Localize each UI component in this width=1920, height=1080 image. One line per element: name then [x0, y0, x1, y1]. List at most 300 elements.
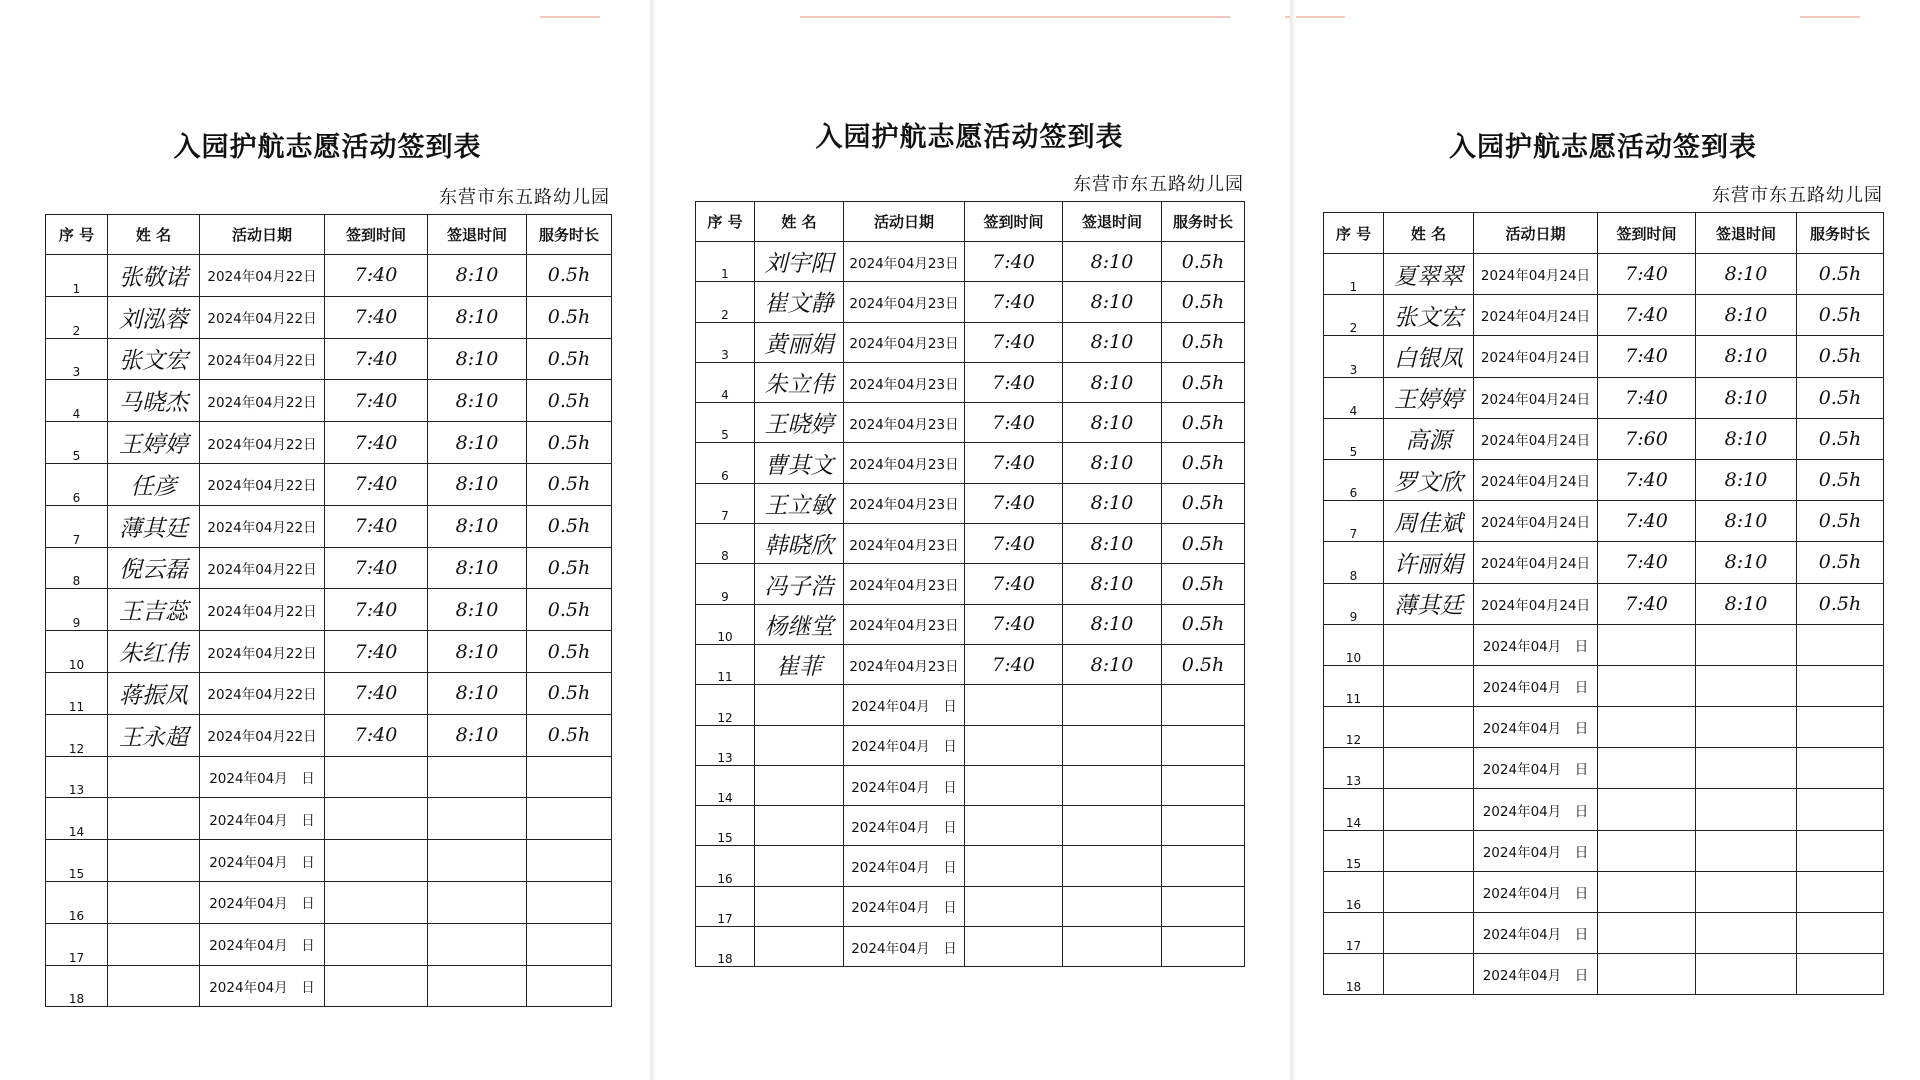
activity-date: 2024年04月23日	[844, 564, 965, 604]
row-index: 6	[696, 443, 755, 483]
table-row	[696, 765, 1245, 805]
checkin-time: 7:40	[1598, 583, 1696, 624]
checkin-time: 7:40	[1598, 377, 1696, 418]
table-row	[46, 756, 612, 798]
row-index: 4	[696, 362, 755, 402]
volunteer-signature: 倪云磊	[108, 547, 200, 589]
checkout-time	[1063, 725, 1162, 765]
service-duration: 0.5h	[527, 589, 612, 631]
service-duration	[527, 923, 612, 965]
service-duration	[527, 881, 612, 923]
checkout-time	[428, 923, 527, 965]
row-index: 18	[696, 927, 755, 967]
table-row	[696, 806, 1245, 846]
checkin-time	[325, 756, 428, 798]
checkin-time	[1598, 624, 1696, 665]
checkout-time: 8:10	[1063, 362, 1162, 402]
table-row	[696, 927, 1245, 967]
service-duration: 0.5h	[1797, 459, 1884, 500]
activity-date: 2024年04月22日	[200, 589, 325, 631]
table-row	[46, 380, 612, 422]
activity-date: 2024年04月 日	[200, 840, 325, 882]
row-index: 13	[1324, 748, 1384, 789]
row-index: 1	[696, 242, 755, 282]
checkout-time	[1063, 927, 1162, 967]
service-duration: 0.5h	[1162, 564, 1245, 604]
volunteer-signature: 蒋振凤	[108, 672, 200, 714]
service-duration: 0.5h	[527, 547, 612, 589]
activity-date: 2024年04月23日	[844, 443, 965, 483]
activity-date: 2024年04月 日	[844, 806, 965, 846]
volunteer-signature: 许丽娟	[1384, 542, 1474, 583]
checkout-time	[1063, 886, 1162, 926]
table-row	[1324, 377, 1884, 418]
row-index: 15	[46, 840, 108, 882]
sheet-title: 入园护航志愿活动签到表	[173, 132, 482, 163]
activity-date: 2024年04月 日	[844, 927, 965, 967]
checkin-time: 7:40	[325, 422, 428, 464]
table-row	[46, 672, 612, 714]
row-index: 2	[696, 282, 755, 322]
activity-date: 2024年04月 日	[1474, 830, 1598, 871]
table-row	[696, 846, 1245, 886]
activity-date: 2024年04月22日	[200, 338, 325, 380]
checkout-time	[1696, 748, 1797, 789]
checkin-time: 7:40	[965, 362, 1063, 402]
row-index: 17	[46, 923, 108, 965]
volunteer-signature	[108, 881, 200, 923]
header-checkin: 签到时间	[965, 202, 1063, 242]
service-duration: 0.5h	[527, 631, 612, 673]
table-row	[46, 338, 612, 380]
activity-date: 2024年04月24日	[1474, 501, 1598, 542]
activity-date: 2024年04月23日	[844, 644, 965, 684]
service-duration: 0.5h	[527, 338, 612, 380]
volunteer-signature: 罗文欣	[1384, 459, 1474, 500]
table-row	[46, 840, 612, 882]
row-index: 14	[1324, 789, 1384, 830]
volunteer-signature: 刘宇阳	[755, 242, 844, 282]
activity-date: 2024年04月22日	[200, 422, 325, 464]
row-index: 8	[46, 547, 108, 589]
service-duration: 0.5h	[527, 463, 612, 505]
volunteer-signature	[1384, 665, 1474, 706]
volunteer-signature: 任彦	[108, 463, 200, 505]
service-duration	[1797, 748, 1884, 789]
checkin-time: 7:40	[1598, 254, 1696, 295]
row-index: 5	[696, 403, 755, 443]
checkout-time: 8:10	[1063, 483, 1162, 523]
row-index: 10	[46, 631, 108, 673]
checkout-time: 8:10	[1063, 403, 1162, 443]
volunteer-signature	[755, 806, 844, 846]
service-duration	[527, 840, 612, 882]
activity-date: 2024年04月 日	[1474, 871, 1598, 912]
activity-date: 2024年04月22日	[200, 547, 325, 589]
table-row	[1324, 748, 1884, 789]
row-index: 9	[696, 564, 755, 604]
volunteer-signature	[108, 756, 200, 798]
checkout-time: 8:10	[428, 380, 527, 422]
checkin-time	[325, 965, 428, 1007]
activity-date: 2024年04月22日	[200, 505, 325, 547]
checkin-time	[1598, 748, 1696, 789]
row-index: 1	[46, 255, 108, 297]
activity-date: 2024年04月 日	[1474, 748, 1598, 789]
activity-date: 2024年04月22日	[200, 380, 325, 422]
checkout-time: 8:10	[1063, 322, 1162, 362]
checkin-time: 7:40	[1598, 336, 1696, 377]
volunteer-signature	[108, 965, 200, 1007]
table-row	[1324, 583, 1884, 624]
header-duration: 服务时长	[1797, 213, 1884, 254]
header-duration: 服务时长	[1162, 202, 1245, 242]
checkout-time: 8:10	[1696, 336, 1797, 377]
signin-table	[1323, 212, 1884, 995]
checkout-time: 8:10	[1063, 604, 1162, 644]
activity-date: 2024年04月 日	[844, 685, 965, 725]
service-duration: 0.5h	[1162, 524, 1245, 564]
row-index: 18	[1324, 954, 1384, 995]
checkin-time: 7:40	[325, 672, 428, 714]
table-row	[696, 644, 1245, 684]
volunteer-signature	[1384, 707, 1474, 748]
service-duration: 0.5h	[527, 255, 612, 297]
service-duration: 0.5h	[527, 714, 612, 756]
page-seam	[1290, 0, 1296, 1080]
checkin-time: 7:40	[965, 242, 1063, 282]
activity-date: 2024年04月23日	[844, 362, 965, 402]
volunteer-signature: 张文宏	[1384, 295, 1474, 336]
row-index: 15	[696, 806, 755, 846]
table-header-row	[46, 215, 612, 255]
service-duration	[1797, 954, 1884, 995]
activity-date: 2024年04月 日	[200, 923, 325, 965]
signin-sheet-2	[695, 0, 1244, 1080]
header-duration: 服务时长	[527, 215, 612, 255]
table-row	[1324, 913, 1884, 954]
volunteer-signature	[1384, 871, 1474, 912]
volunteer-signature: 夏翠翠	[1384, 254, 1474, 295]
service-duration: 0.5h	[527, 505, 612, 547]
checkout-time: 8:10	[428, 631, 527, 673]
service-duration	[1797, 830, 1884, 871]
volunteer-signature	[755, 927, 844, 967]
table-row	[696, 443, 1245, 483]
checkin-time	[325, 840, 428, 882]
header-date: 活动日期	[844, 202, 965, 242]
volunteer-signature	[1384, 913, 1474, 954]
checkin-time: 7:40	[325, 631, 428, 673]
checkin-time: 7:40	[965, 604, 1063, 644]
table-row	[1324, 789, 1884, 830]
checkin-time: 7:40	[325, 380, 428, 422]
row-index: 8	[1324, 542, 1384, 583]
checkin-time: 7:40	[325, 547, 428, 589]
volunteer-signature: 王婷婷	[1384, 377, 1474, 418]
table-row	[46, 463, 612, 505]
activity-date: 2024年04月24日	[1474, 418, 1598, 459]
service-duration	[527, 965, 612, 1007]
row-index: 13	[46, 756, 108, 798]
checkout-time	[1696, 624, 1797, 665]
volunteer-signature: 张文宏	[108, 338, 200, 380]
checkin-time: 7:40	[1598, 542, 1696, 583]
checkin-time: 7:40	[965, 483, 1063, 523]
row-index: 3	[696, 322, 755, 362]
activity-date: 2024年04月 日	[200, 756, 325, 798]
row-index: 7	[46, 505, 108, 547]
row-index: 11	[46, 672, 108, 714]
activity-date: 2024年04月 日	[844, 846, 965, 886]
checkin-time	[1598, 665, 1696, 706]
table-row	[1324, 254, 1884, 295]
service-duration	[1162, 846, 1245, 886]
volunteer-signature: 刘泓蓉	[108, 296, 200, 338]
activity-date: 2024年04月24日	[1474, 295, 1598, 336]
service-duration	[1162, 886, 1245, 926]
checkin-time	[965, 886, 1063, 926]
checkout-time	[1696, 707, 1797, 748]
activity-date: 2024年04月 日	[844, 765, 965, 805]
checkin-time: 7:40	[965, 282, 1063, 322]
activity-date: 2024年04月24日	[1474, 377, 1598, 418]
sheet-title: 入园护航志愿活动签到表	[815, 122, 1124, 153]
checkout-time: 8:10	[428, 463, 527, 505]
header-name: 姓 名	[108, 215, 200, 255]
volunteer-signature	[1384, 748, 1474, 789]
activity-date: 2024年04月23日	[844, 282, 965, 322]
row-index: 7	[696, 483, 755, 523]
service-duration: 0.5h	[1797, 295, 1884, 336]
table-row	[1324, 871, 1884, 912]
checkin-time: 7:40	[1598, 501, 1696, 542]
table-row	[1324, 665, 1884, 706]
signin-table	[45, 214, 612, 1007]
activity-date: 2024年04月 日	[200, 798, 325, 840]
activity-date: 2024年04月 日	[1474, 707, 1598, 748]
checkin-time: 7:40	[965, 524, 1063, 564]
service-duration	[1797, 624, 1884, 665]
checkin-time: 7:40	[965, 322, 1063, 362]
row-index: 9	[1324, 583, 1384, 624]
service-duration	[1162, 927, 1245, 967]
table-row	[46, 422, 612, 464]
service-duration: 0.5h	[1162, 483, 1245, 523]
volunteer-signature	[108, 840, 200, 882]
activity-date: 2024年04月23日	[844, 403, 965, 443]
activity-date: 2024年04月22日	[200, 714, 325, 756]
checkout-time: 8:10	[428, 672, 527, 714]
signin-table	[695, 201, 1245, 967]
table-row	[1324, 501, 1884, 542]
row-index: 6	[1324, 459, 1384, 500]
checkin-time	[1598, 830, 1696, 871]
volunteer-signature	[1384, 624, 1474, 665]
service-duration: 0.5h	[1797, 418, 1884, 459]
table-row	[696, 685, 1245, 725]
service-duration	[1162, 765, 1245, 805]
table-row	[696, 725, 1245, 765]
table-row	[696, 564, 1245, 604]
activity-date: 2024年04月23日	[844, 242, 965, 282]
row-index: 14	[696, 765, 755, 805]
header-date: 活动日期	[200, 215, 325, 255]
volunteer-signature: 黄丽娟	[755, 322, 844, 362]
page-seam	[650, 0, 656, 1080]
table-row	[696, 604, 1245, 644]
checkin-time	[965, 846, 1063, 886]
checkin-time	[1598, 871, 1696, 912]
volunteer-signature: 高源	[1384, 418, 1474, 459]
activity-date: 2024年04月23日	[844, 322, 965, 362]
service-duration: 0.5h	[1797, 501, 1884, 542]
service-duration: 0.5h	[1797, 254, 1884, 295]
service-duration	[527, 756, 612, 798]
volunteer-signature	[108, 798, 200, 840]
table-row	[46, 923, 612, 965]
activity-date: 2024年04月 日	[1474, 913, 1598, 954]
checkout-time	[428, 756, 527, 798]
table-header-row	[1324, 213, 1884, 254]
activity-date: 2024年04月24日	[1474, 254, 1598, 295]
volunteer-signature: 薄其廷	[1384, 583, 1474, 624]
volunteer-signature: 杨继堂	[755, 604, 844, 644]
row-index: 5	[1324, 418, 1384, 459]
row-index: 10	[696, 604, 755, 644]
table-row	[696, 282, 1245, 322]
table-row	[1324, 624, 1884, 665]
checkout-time: 8:10	[428, 547, 527, 589]
checkout-time: 8:10	[1696, 295, 1797, 336]
sheet-organization: 东营市东五路幼儿园	[439, 187, 610, 208]
volunteer-signature: 张敬诺	[108, 255, 200, 297]
activity-date: 2024年04月 日	[1474, 789, 1598, 830]
service-duration	[1162, 806, 1245, 846]
service-duration	[1797, 789, 1884, 830]
table-row	[46, 631, 612, 673]
service-duration: 0.5h	[1162, 362, 1245, 402]
sheet-title: 入园护航志愿活动签到表	[1449, 132, 1757, 163]
row-index: 1	[1324, 254, 1384, 295]
checkout-time	[1696, 954, 1797, 995]
checkin-time	[325, 923, 428, 965]
row-index: 17	[1324, 913, 1384, 954]
volunteer-signature: 王立敏	[755, 483, 844, 523]
service-duration: 0.5h	[1162, 242, 1245, 282]
activity-date: 2024年04月 日	[1474, 665, 1598, 706]
table-row	[46, 505, 612, 547]
service-duration: 0.5h	[527, 296, 612, 338]
checkout-time: 8:10	[428, 714, 527, 756]
activity-date: 2024年04月22日	[200, 296, 325, 338]
checkin-time	[1598, 707, 1696, 748]
volunteer-signature: 马晓杰	[108, 380, 200, 422]
row-index: 7	[1324, 501, 1384, 542]
service-duration: 0.5h	[1797, 583, 1884, 624]
service-duration: 0.5h	[527, 422, 612, 464]
table-row	[46, 296, 612, 338]
service-duration: 0.5h	[1162, 604, 1245, 644]
checkin-time	[1598, 789, 1696, 830]
checkin-time	[965, 806, 1063, 846]
row-index: 10	[1324, 624, 1384, 665]
service-duration: 0.5h	[1797, 542, 1884, 583]
row-index: 11	[1324, 665, 1384, 706]
service-duration: 0.5h	[1162, 282, 1245, 322]
checkin-time: 7:40	[325, 505, 428, 547]
checkout-time	[1063, 846, 1162, 886]
row-index: 3	[46, 338, 108, 380]
activity-date: 2024年04月 日	[200, 965, 325, 1007]
activity-date: 2024年04月23日	[844, 483, 965, 523]
checkout-time: 8:10	[428, 589, 527, 631]
service-duration: 0.5h	[1797, 336, 1884, 377]
checkout-time	[1696, 665, 1797, 706]
activity-date: 2024年04月 日	[1474, 624, 1598, 665]
table-row	[1324, 830, 1884, 871]
checkin-time: 7:40	[325, 255, 428, 297]
table-row	[1324, 459, 1884, 500]
checkout-time: 8:10	[1696, 418, 1797, 459]
checkin-time	[325, 881, 428, 923]
checkin-time: 7:40	[325, 589, 428, 631]
service-duration	[527, 798, 612, 840]
checkout-time: 8:10	[1063, 644, 1162, 684]
volunteer-signature	[755, 846, 844, 886]
checkin-time: 7:60	[1598, 418, 1696, 459]
volunteer-signature: 王婷婷	[108, 422, 200, 464]
checkout-time	[428, 965, 527, 1007]
checkout-time: 8:10	[1696, 377, 1797, 418]
header-checkin: 签到时间	[1598, 213, 1696, 254]
checkout-time: 8:10	[1696, 501, 1797, 542]
checkout-time	[428, 881, 527, 923]
service-duration: 0.5h	[1797, 377, 1884, 418]
table-row	[1324, 418, 1884, 459]
volunteer-signature: 白银凤	[1384, 336, 1474, 377]
header-index: 序 号	[696, 202, 755, 242]
checkin-time	[965, 927, 1063, 967]
row-index: 6	[46, 463, 108, 505]
table-row	[46, 255, 612, 297]
table-row	[46, 547, 612, 589]
row-index: 12	[1324, 707, 1384, 748]
volunteer-signature	[755, 886, 844, 926]
header-name: 姓 名	[1384, 213, 1474, 254]
header-checkin: 签到时间	[325, 215, 428, 255]
table-row	[696, 403, 1245, 443]
table-row	[1324, 295, 1884, 336]
table-row	[46, 798, 612, 840]
checkout-time	[428, 840, 527, 882]
table-row	[46, 965, 612, 1007]
activity-date: 2024年04月24日	[1474, 336, 1598, 377]
activity-date: 2024年04月23日	[844, 524, 965, 564]
header-name: 姓 名	[755, 202, 844, 242]
activity-date: 2024年04月22日	[200, 631, 325, 673]
service-duration	[1797, 913, 1884, 954]
service-duration: 0.5h	[1162, 443, 1245, 483]
volunteer-signature	[755, 765, 844, 805]
checkin-time: 7:40	[965, 564, 1063, 604]
row-index: 16	[1324, 871, 1384, 912]
volunteer-signature: 韩晓欣	[755, 524, 844, 564]
checkin-time: 7:40	[325, 463, 428, 505]
service-duration	[1162, 725, 1245, 765]
volunteer-signature: 曹其文	[755, 443, 844, 483]
row-index: 17	[696, 886, 755, 926]
